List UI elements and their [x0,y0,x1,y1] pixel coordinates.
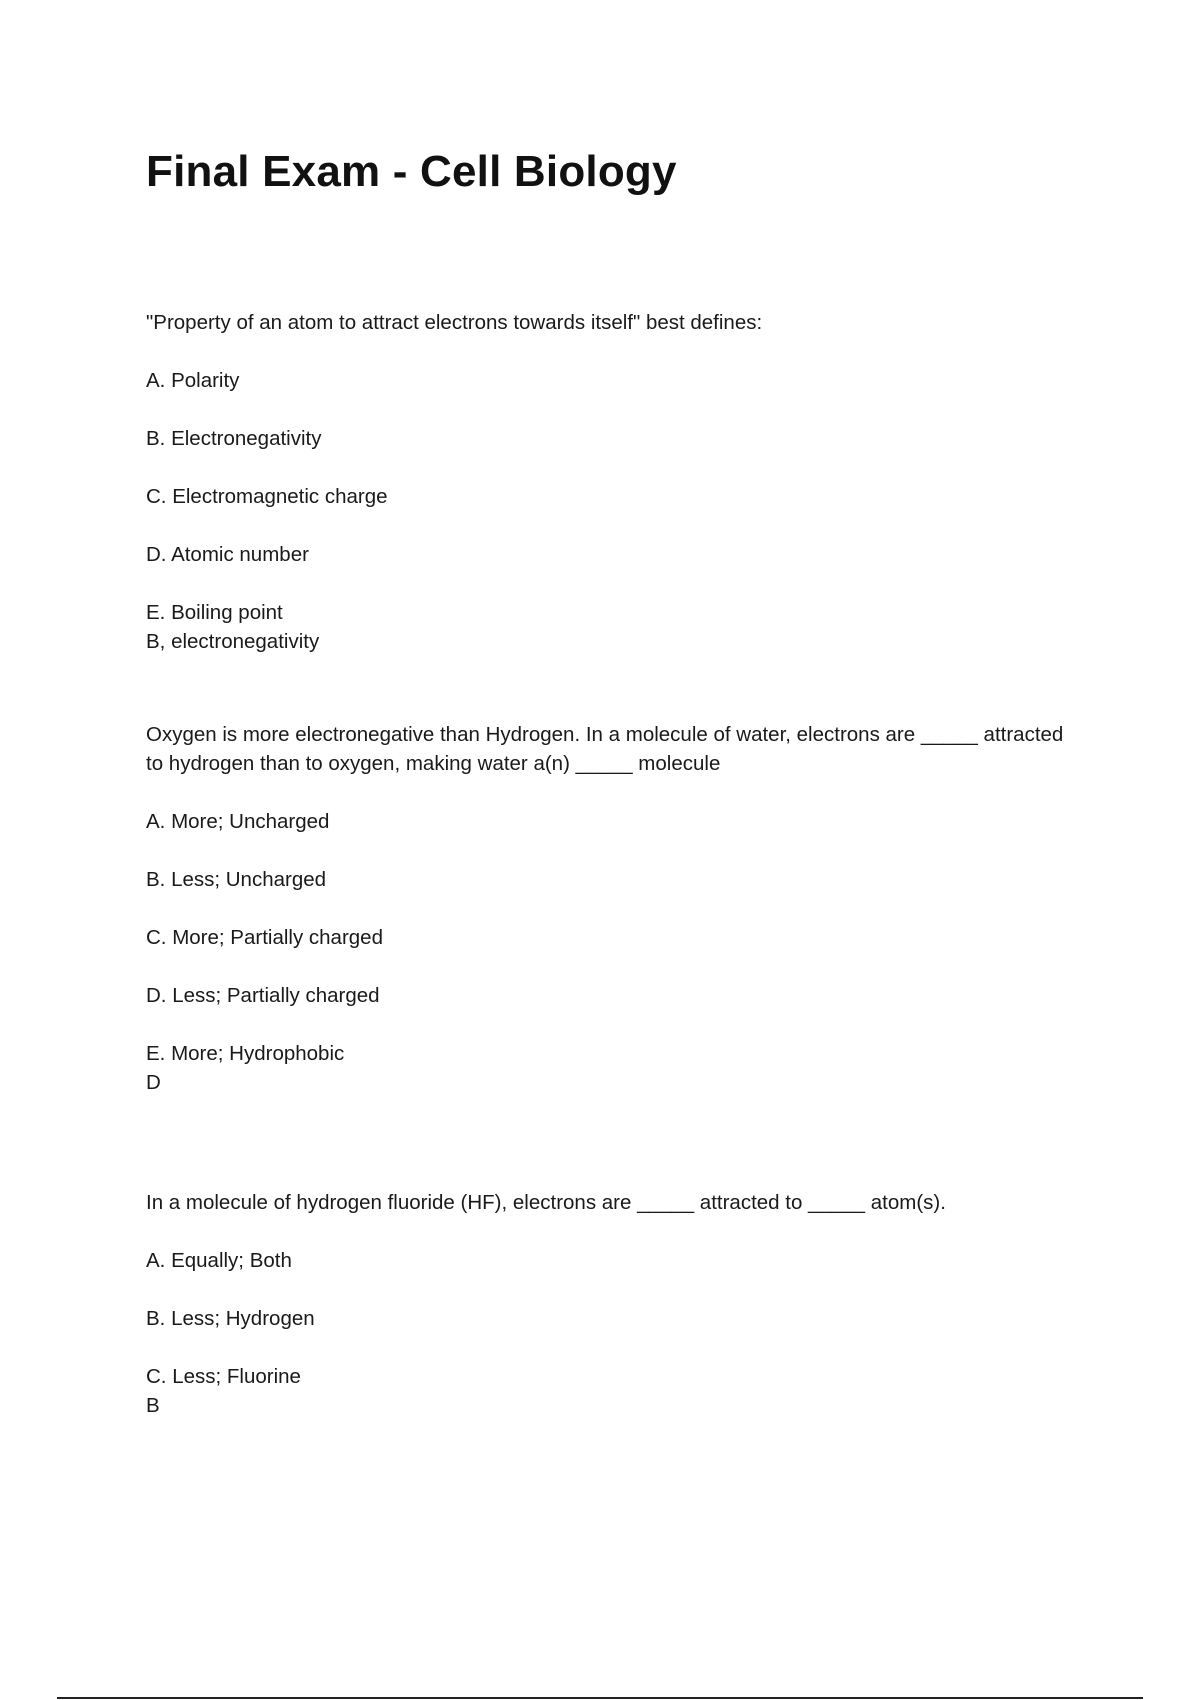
answer-key: B, electronegativity [146,630,320,653]
question-prompt: In a molecule of hydrogen fluoride (HF), electrons are _____ attracted to _____ atom(s). [146,1191,946,1214]
answer-key: D [146,1071,161,1094]
answer-option: C. More; Partially charged [146,926,383,949]
question-block [146,308,1066,656]
answer-option: A. More; Uncharged [146,810,330,833]
answer-option: E. More; Hydrophobic [146,1042,345,1065]
answer-option: B. Less; Hydrogen [146,1307,315,1330]
answer-key: B [146,1394,160,1417]
answer-option: E. Boiling point [146,601,283,624]
question-block [146,720,1066,1097]
answer-option: C. Less; Fluorine [146,1365,301,1388]
answer-option: D. Less; Partially charged [146,984,380,1007]
answer-option: A. Polarity [146,369,240,392]
answer-option: D. Atomic number [146,543,309,566]
page-title: Final Exam - Cell Biology [146,147,677,196]
answer-option: B. Less; Uncharged [146,868,327,891]
question-block [146,1188,1066,1420]
answer-option: B. Electronegativity [146,427,322,450]
answer-option: C. Electromagnetic charge [146,485,388,508]
footer-divider [57,1697,1143,1699]
question-prompt: "Property of an atom to attract electrons towards itself" best defines: [146,311,763,334]
answer-option: A. Equally; Both [146,1249,292,1272]
question-prompt: Oxygen is more electronegative than Hydrogen. In a molecule of water, electrons are _____ attracted to hydrogen than to oxygen, making water a(n) _____ molecule [146,723,1064,775]
